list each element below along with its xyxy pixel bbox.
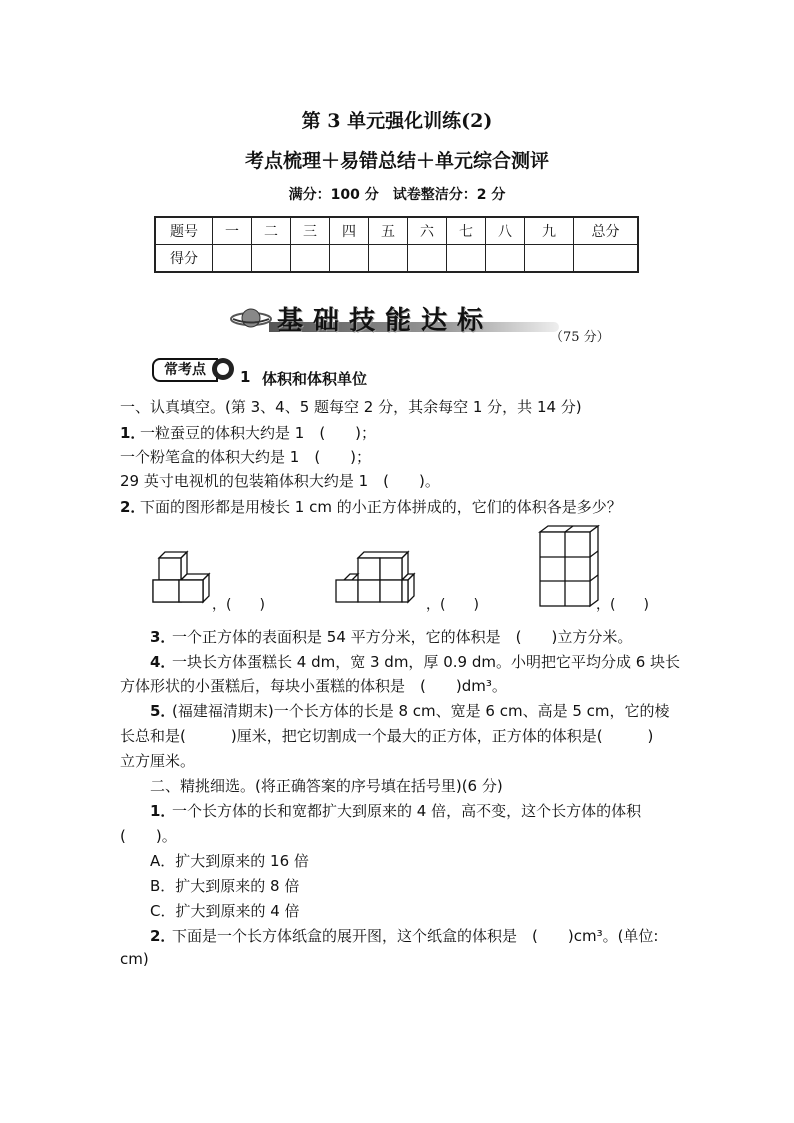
question-text: 一个长方体的长和宽都扩大到原来的 4 倍，高不变，这个长方体的体积 [172, 802, 642, 820]
option-a[interactable]: A．扩大到原来的 16 倍 [150, 852, 309, 870]
table-cell: 三 [291, 217, 330, 245]
score-table [154, 216, 639, 273]
option-b[interactable]: B．扩大到原来的 8 倍 [150, 877, 300, 895]
cube-figure-3 [538, 524, 602, 608]
question-text: 一块长方体蛋糕长 4 dm，宽 3 dm，厚 0.9 dm。小明把它平均分成 6 块长 [172, 653, 681, 671]
question-text: 29 英寸电视机的包装箱体积大约是 1 ( )。 [120, 472, 440, 490]
score-input-cell[interactable] [213, 245, 252, 273]
table-cell: 一 [213, 217, 252, 245]
cube-figure-1 [150, 546, 214, 608]
score-input-cell[interactable] [252, 245, 291, 273]
question-number: 1． [120, 424, 146, 442]
question-number: 4． [150, 653, 176, 671]
question-text: (福建福清期末)一个长方体的长是 8 cm、宽是 6 cm、高是 5 cm，它的棱 [172, 702, 670, 720]
question-text: 长总和是( )厘米，把它切割成一个最大的正方体，正方体的体积是( ) [120, 727, 654, 745]
table-cell: 七 [447, 217, 486, 245]
answer-blank[interactable]: ，( ) [596, 597, 649, 613]
badge-label: 常考点 [152, 358, 218, 382]
page-subtitle: 考点梳理＋易错总结＋单元综合测评 [244, 150, 549, 172]
table-cell: 得分 [155, 245, 213, 273]
table-cell: 八 [486, 217, 525, 245]
question-number: 2． [120, 498, 146, 516]
question-text: cm) [120, 950, 149, 968]
question-text: 一个粉笔盒的体积大约是 1 ( )； [120, 448, 372, 466]
question-text: 一粒蚕豆的体积大约是 1 ( )； [140, 424, 377, 442]
score-input-cell[interactable] [369, 245, 408, 273]
question-number: 1． [150, 802, 176, 820]
badge-circle-icon [212, 358, 234, 380]
score-input-cell[interactable] [574, 245, 639, 273]
question-number: 3． [150, 628, 176, 646]
score-meta: 满分：100 分 试卷整洁分：2 分 [288, 187, 506, 203]
answer-blank[interactable]: ，( ) [426, 597, 479, 613]
question-text: ( )。 [120, 827, 177, 845]
table-cell: 题号 [155, 217, 213, 245]
section-heading-2: 二、精挑细选。(将正确答案的序号填在括号里)(6 分) [150, 777, 503, 795]
table-cell: 总分 [574, 217, 639, 245]
score-table-header-row [155, 217, 638, 245]
question-number: 5． [150, 702, 176, 720]
table-cell: 六 [408, 217, 447, 245]
question-text: 方体形状的小蛋糕后，每块小蛋糕的体积是 ( )dm³。 [120, 677, 507, 695]
question-number: 2． [150, 927, 176, 945]
planet-icon [229, 304, 273, 332]
question-text: 下面是一个长方体纸盒的展开图，这个纸盒的体积是 ( )cm³。(单位: [172, 927, 659, 945]
topic-title: 体积和体积单位 [262, 370, 368, 388]
section-heading-1: 一、认真填空。(第 3、4、5 题每空 2 分，其余每空 1 分，共 14 分) [120, 398, 582, 416]
banner-score: （75 分） [550, 330, 610, 345]
score-input-cell[interactable] [447, 245, 486, 273]
table-cell: 五 [369, 217, 408, 245]
question-text: 立方厘米。 [120, 752, 196, 770]
page-title: 第 3 单元强化训练(2) [301, 110, 493, 132]
topic-badge [152, 358, 238, 380]
question-text: 下面的图形都是用棱长 1 cm 的小正方体拼成的，它们的体积各是多少？ [140, 498, 622, 516]
question-text: 一个正方体的表面积是 54 平方分米，它的体积是 ( )立方分米。 [172, 628, 633, 646]
score-input-cell[interactable] [486, 245, 525, 273]
option-c[interactable]: C．扩大到原来的 4 倍 [150, 902, 300, 920]
score-table-score-row [155, 245, 638, 273]
score-input-cell[interactable] [291, 245, 330, 273]
answer-blank[interactable]: ，( ) [212, 597, 265, 613]
table-cell: 二 [252, 217, 291, 245]
section-banner [229, 300, 549, 336]
cube-figure-2 [334, 546, 418, 608]
table-cell: 九 [525, 217, 574, 245]
score-input-cell[interactable] [330, 245, 369, 273]
score-input-cell[interactable] [408, 245, 447, 273]
table-cell: 四 [330, 217, 369, 245]
score-input-cell[interactable] [525, 245, 574, 273]
banner-title: 基础技能达标 [277, 306, 494, 336]
topic-number: 1 [240, 368, 251, 386]
